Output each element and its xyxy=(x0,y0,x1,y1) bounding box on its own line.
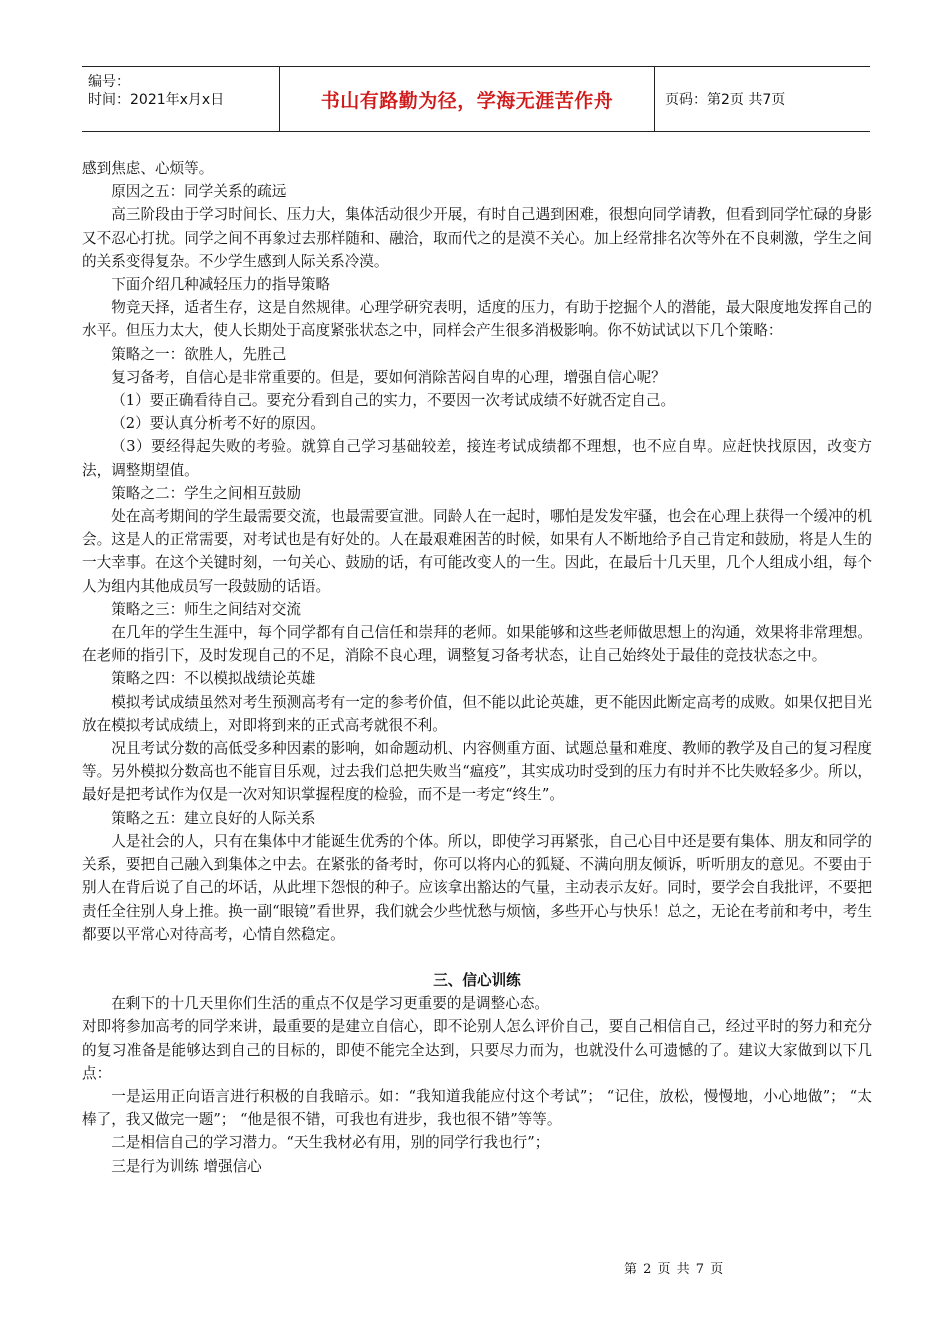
paragraph: 策略之一：欲胜人，先胜己 xyxy=(111,345,287,363)
paragraph: （3）要经得起失败的考验。就算自己学习基础较差，接连考试成绩都不理想，也不应自卑。应赶快找原因，改变方法，调整期望值。 xyxy=(82,438,872,479)
paragraph: 在几年的学生生涯中，每个同学都有自己信任和崇拜的老师。如果能够和这些老师做思想上的沟通，效果将非常理想。在老师的指引下，及时发现自己的不足，消除不良心理，调整复习备考状态，让自己始终处于最佳的竞技状态之中。 xyxy=(82,624,872,665)
paragraph: 复习备考，自信心是非常重要的。但是，要如何消除苦闷自卑的心理，增强自信心呢？ xyxy=(111,368,666,386)
paragraph: 策略之四：不以模拟战绩论英雄 xyxy=(111,670,316,688)
page-header xyxy=(82,66,870,132)
paragraph: 感到焦虑、心烦等。 xyxy=(82,160,214,177)
paragraph: 一是运用正向语言进行积极的自我暗示。如：“我知道我能应付这个考试”； “记住，放松，慢慢地，小心地做”； “太棒了，我又做完一题”； “他是很不错，可我也有进步，我也很不错”等等。 xyxy=(82,1087,872,1129)
paragraph: 策略之二：学生之间相互鼓励 xyxy=(111,484,301,502)
paragraph: 二是相信自己的学习潜力。“天生我材必有用，别的同学行我也行”； xyxy=(111,1134,550,1152)
paragraph: 三是行为训练 增强信心 xyxy=(111,1157,262,1175)
header-motto: 书山有路勤为径，学海无涯苦作舟 xyxy=(280,67,655,131)
header-meta xyxy=(82,67,280,131)
paragraph: 在剩下的十几天里你们生活的重点不仅是学习更重要的是调整心态。 xyxy=(111,995,550,1013)
paragraph: 原因之五：同学关系的疏远 xyxy=(111,183,287,201)
paragraph: 高三阶段由于学习时间长、压力大，集体活动很少开展，有时自己遇到困难，很想向同学请教，但看到同学忙碌的身影又不忍心打扰。同学之间不再象过去那样随和、融洽，取而代之的是漠不关心。加上经常排名次等外在不良刺激，学生之间的关系变得复杂。不少学生感到人际关系冷漠。 xyxy=(82,206,872,270)
paragraph: 模拟考试成绩虽然对考生预测高考有一定的参考价值，但不能以此论英雄，更不能因此断定高考的成败。如果仅把目光放在模拟考试成绩上，对即将到来的正式高考就很不利。 xyxy=(82,693,872,734)
paragraph: （1）要正确看待自己。要充分看到自己的实力，不要因一次考试成绩不好就否定自己。 xyxy=(111,392,676,410)
paragraph: 策略之三：师生之间结对交流 xyxy=(111,600,301,618)
paragraph: 策略之五：建立良好的人际关系 xyxy=(111,809,316,827)
paragraph: 对即将参加高考的同学来讲，最重要的是建立自信心，即不论别人怎么评价自己，要自己相信自己，经过平时的努力和充分的复习准备是能够达到自己的目标的，即使不能完全达到，只要尽力而为，也就没什么可遗憾的了。建议大家做到以下几点： xyxy=(82,1018,872,1082)
paragraph: 况且考试分数的高低受多种因素的影响，如命题动机、内容侧重方面、试题总量和难度、教师的教学及自己的复习程度等。另外模拟分数高也不能盲目乐观，过去我们总把失败当“瘟疫”，其实成功时受到的压力有时并不比失败轻多少。所以，最好是把考试作为仅是一次对知识掌握程度的检验，而不是一考定“终生”。 xyxy=(82,740,872,804)
time-label: 时间：2021年x月x日 xyxy=(88,92,225,108)
header-page-info: 页码：第2页 共7页 xyxy=(665,92,786,108)
number-label: 编号： xyxy=(88,74,130,90)
paragraph-gap xyxy=(82,946,872,969)
section-heading: 三、信心训练 xyxy=(433,971,521,989)
paragraph: 处在高考期间的学生最需要交流，也最需要宣泄。同龄人在一起时，哪怕是发发牢骚，也会在心理上获得一个缓冲的机会。这是人的正常需要，对考试也是有好处的。人在最艰难困苦的时候，如果有人不断地给予自己肯定和鼓励，将是人生的一大幸事。在这个关键时刻，一句关心、鼓励的话，有可能改变人的一生。因此，在最后十几天里，几个人组成小组，每个人为组内其他成员写一段鼓励的话语。 xyxy=(82,508,872,595)
document-body xyxy=(82,157,872,1178)
paragraph: 下面介绍几种减轻压力的指导策略 xyxy=(111,276,331,294)
paragraph: 人是社会的人，只有在集体中才能诞生优秀的个体。所以，即使学习再紧张，自己心目中还是要有集体、朋友和同学的关系，要把自己融入到集体之中去。在紧张的备考时，你可以将内心的狐疑、不满向朋友倾诉，听听朋友的意见。不要由于别人在背后说了自己的坏话，从此埋下怨恨的种子。应该拿出豁达的气量，主动表示友好。同时，要学会自我批评，不要把责任全往别人身上推。换一副“眼镜”看世界，我们就会少些忧愁与烦恼，多些开心与快乐！总之，无论在考前和考中，考生都要以平常心对待高考，心情自然稳定。 xyxy=(82,832,872,943)
page-footer: 第 2 页 共 7 页 xyxy=(624,1262,725,1277)
paragraph: （2）要认真分析考不好的原因。 xyxy=(111,415,325,433)
paragraph: 物竞天择，适者生存，这是自然规律。心理学研究表明，适度的压力，有助于挖掘个人的潜能，最大限度地发挥自己的水平。但压力太大，使人长期处于高度紧张状态之中，同样会产生很多消极影响。你不妨试试以下几个策略： xyxy=(82,299,872,340)
